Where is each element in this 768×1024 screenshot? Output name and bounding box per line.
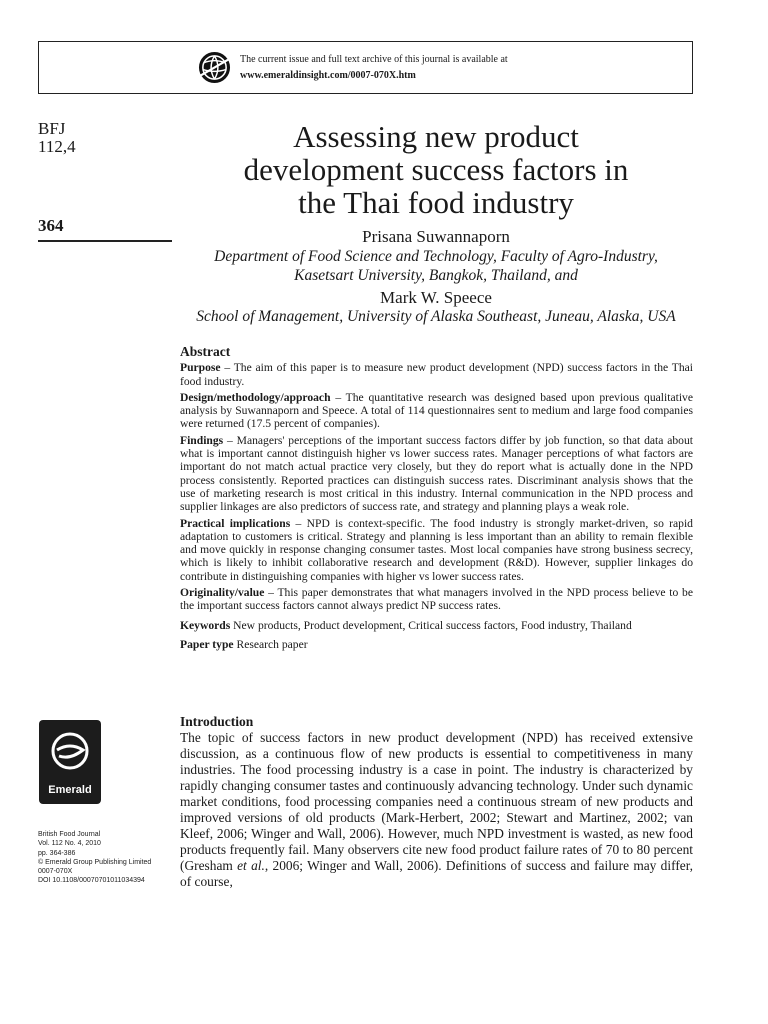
author-affiliation: School of Management, University of Alaska Southeast, Juneau, Alaska, USA: [196, 308, 676, 325]
journal-banner: [38, 41, 693, 94]
abstract-design: Design/methodology/approach – The quantitative research was designed based upon previous qualitative analysis by Suwannaporn and Speece. A total of 114 questionnaires sent to medium and large food companies were returned (17.5 percent of companies).: [180, 390, 693, 431]
paper-type: Paper type Research paper: [180, 637, 308, 651]
abstract-originality: Originality/value – This paper demonstrates that what managers involved in the NPD process believe to be the important success factors cannot always predict NP success rates.: [180, 586, 693, 613]
emerald-e-icon: [39, 720, 101, 782]
abstract-section: [180, 345, 693, 651]
introduction-paragraph: The topic of success factors in new product development (NPD) has received extensive discussion, as a continuous flow of new products is essential to competitiveness in many industries. The food processing industry is a case in point. The industry is characterized by rapidly changing consumer tastes and continuously advancing technology. Under such dynamic market conditions, food processing companies need a continuous stream of new products and improved versions of old products (Mark-Herbert, 2002; Stewart and Martinez, 2002; van Kleef, 2006; Winger and Wall, 2006). However, much NPD investment is wasted, as new food products frequently fail. Many observers cite new food product failure rates of 70 to 80 percent (Gresham et al., 2006; Winger and Wall, 2006). Definitions of success and failure may differ, of course,: [180, 730, 693, 889]
keywords: Keywords New products, Product development, Critical success factors, Food industry, Thailand: [180, 618, 632, 632]
page-divider: [38, 240, 172, 242]
page-number: 364: [38, 216, 64, 235]
abstract-implications: Practical implications – NPD is context-specific. The food industry is strongly market-driven, so rapid adaptation to customers is critical. Strategy and planning is less important than an ability to remain flexible and move quickly in response changing consumer tastes. Most local companies have strong business secrecy, which is likely to inhibit collaborative research and development (R&D). However, supplier linkages do contribute in distinguishing companies with higher vs lower success rates.: [180, 516, 693, 583]
introduction-section: [180, 714, 693, 890]
journal-code: BFJ: [38, 119, 66, 138]
introduction-heading: Introduction: [180, 714, 254, 729]
journal-volume: 112,4: [38, 137, 76, 156]
emerald-logo-label: Emerald: [48, 784, 92, 796]
abstract-findings: Findings – Managers' perceptions of the important success factors differ by job function, so that data about what is important cannot distinguish higher vs lower success rates. Manager perceptions of what factors are important do not match actual practice very closely, but they do report what is actually done in the NPD process consistently. Reported practices can distinguish success rates. Discriminant analysis shows that the use of marketing research is most critical in this industry. Internal communication in the NPD process and supplier linkages are also predictors of success rate, and strategy and planning plays a weak role.: [180, 433, 693, 514]
article-title: Assessing new product development success factors in the Thai food industry: [243, 119, 629, 220]
globe-icon: [198, 51, 231, 84]
author-name: Mark W. Speece: [380, 288, 492, 307]
author-name: Prisana Suwannaporn: [362, 227, 510, 246]
author-affiliation: Department of Food Science and Technology, Faculty of Agro-Industry, Kasetsart University, Bangkok, Thailand, and: [214, 248, 658, 284]
abstract-purpose: Purpose – The aim of this paper is to measure new product development (NPD) success factors in the Thai food industry.: [180, 361, 693, 388]
abstract-heading: Abstract: [180, 344, 231, 359]
citation-block: British Food Journal Vol. 112 No. 4, 2010 pp. 364-386 © Emerald Group Publishing Limited 0007-070X DOI 10.1108/00070701011034394: [38, 831, 152, 885]
banner-availability-text: The current issue and full text archive of this journal is available at: [240, 54, 508, 65]
journal-url-link[interactable]: www.emeraldinsight.com/0007-070X.htm: [240, 70, 416, 81]
journal-reference: [38, 120, 172, 156]
emerald-logo: [39, 720, 101, 804]
